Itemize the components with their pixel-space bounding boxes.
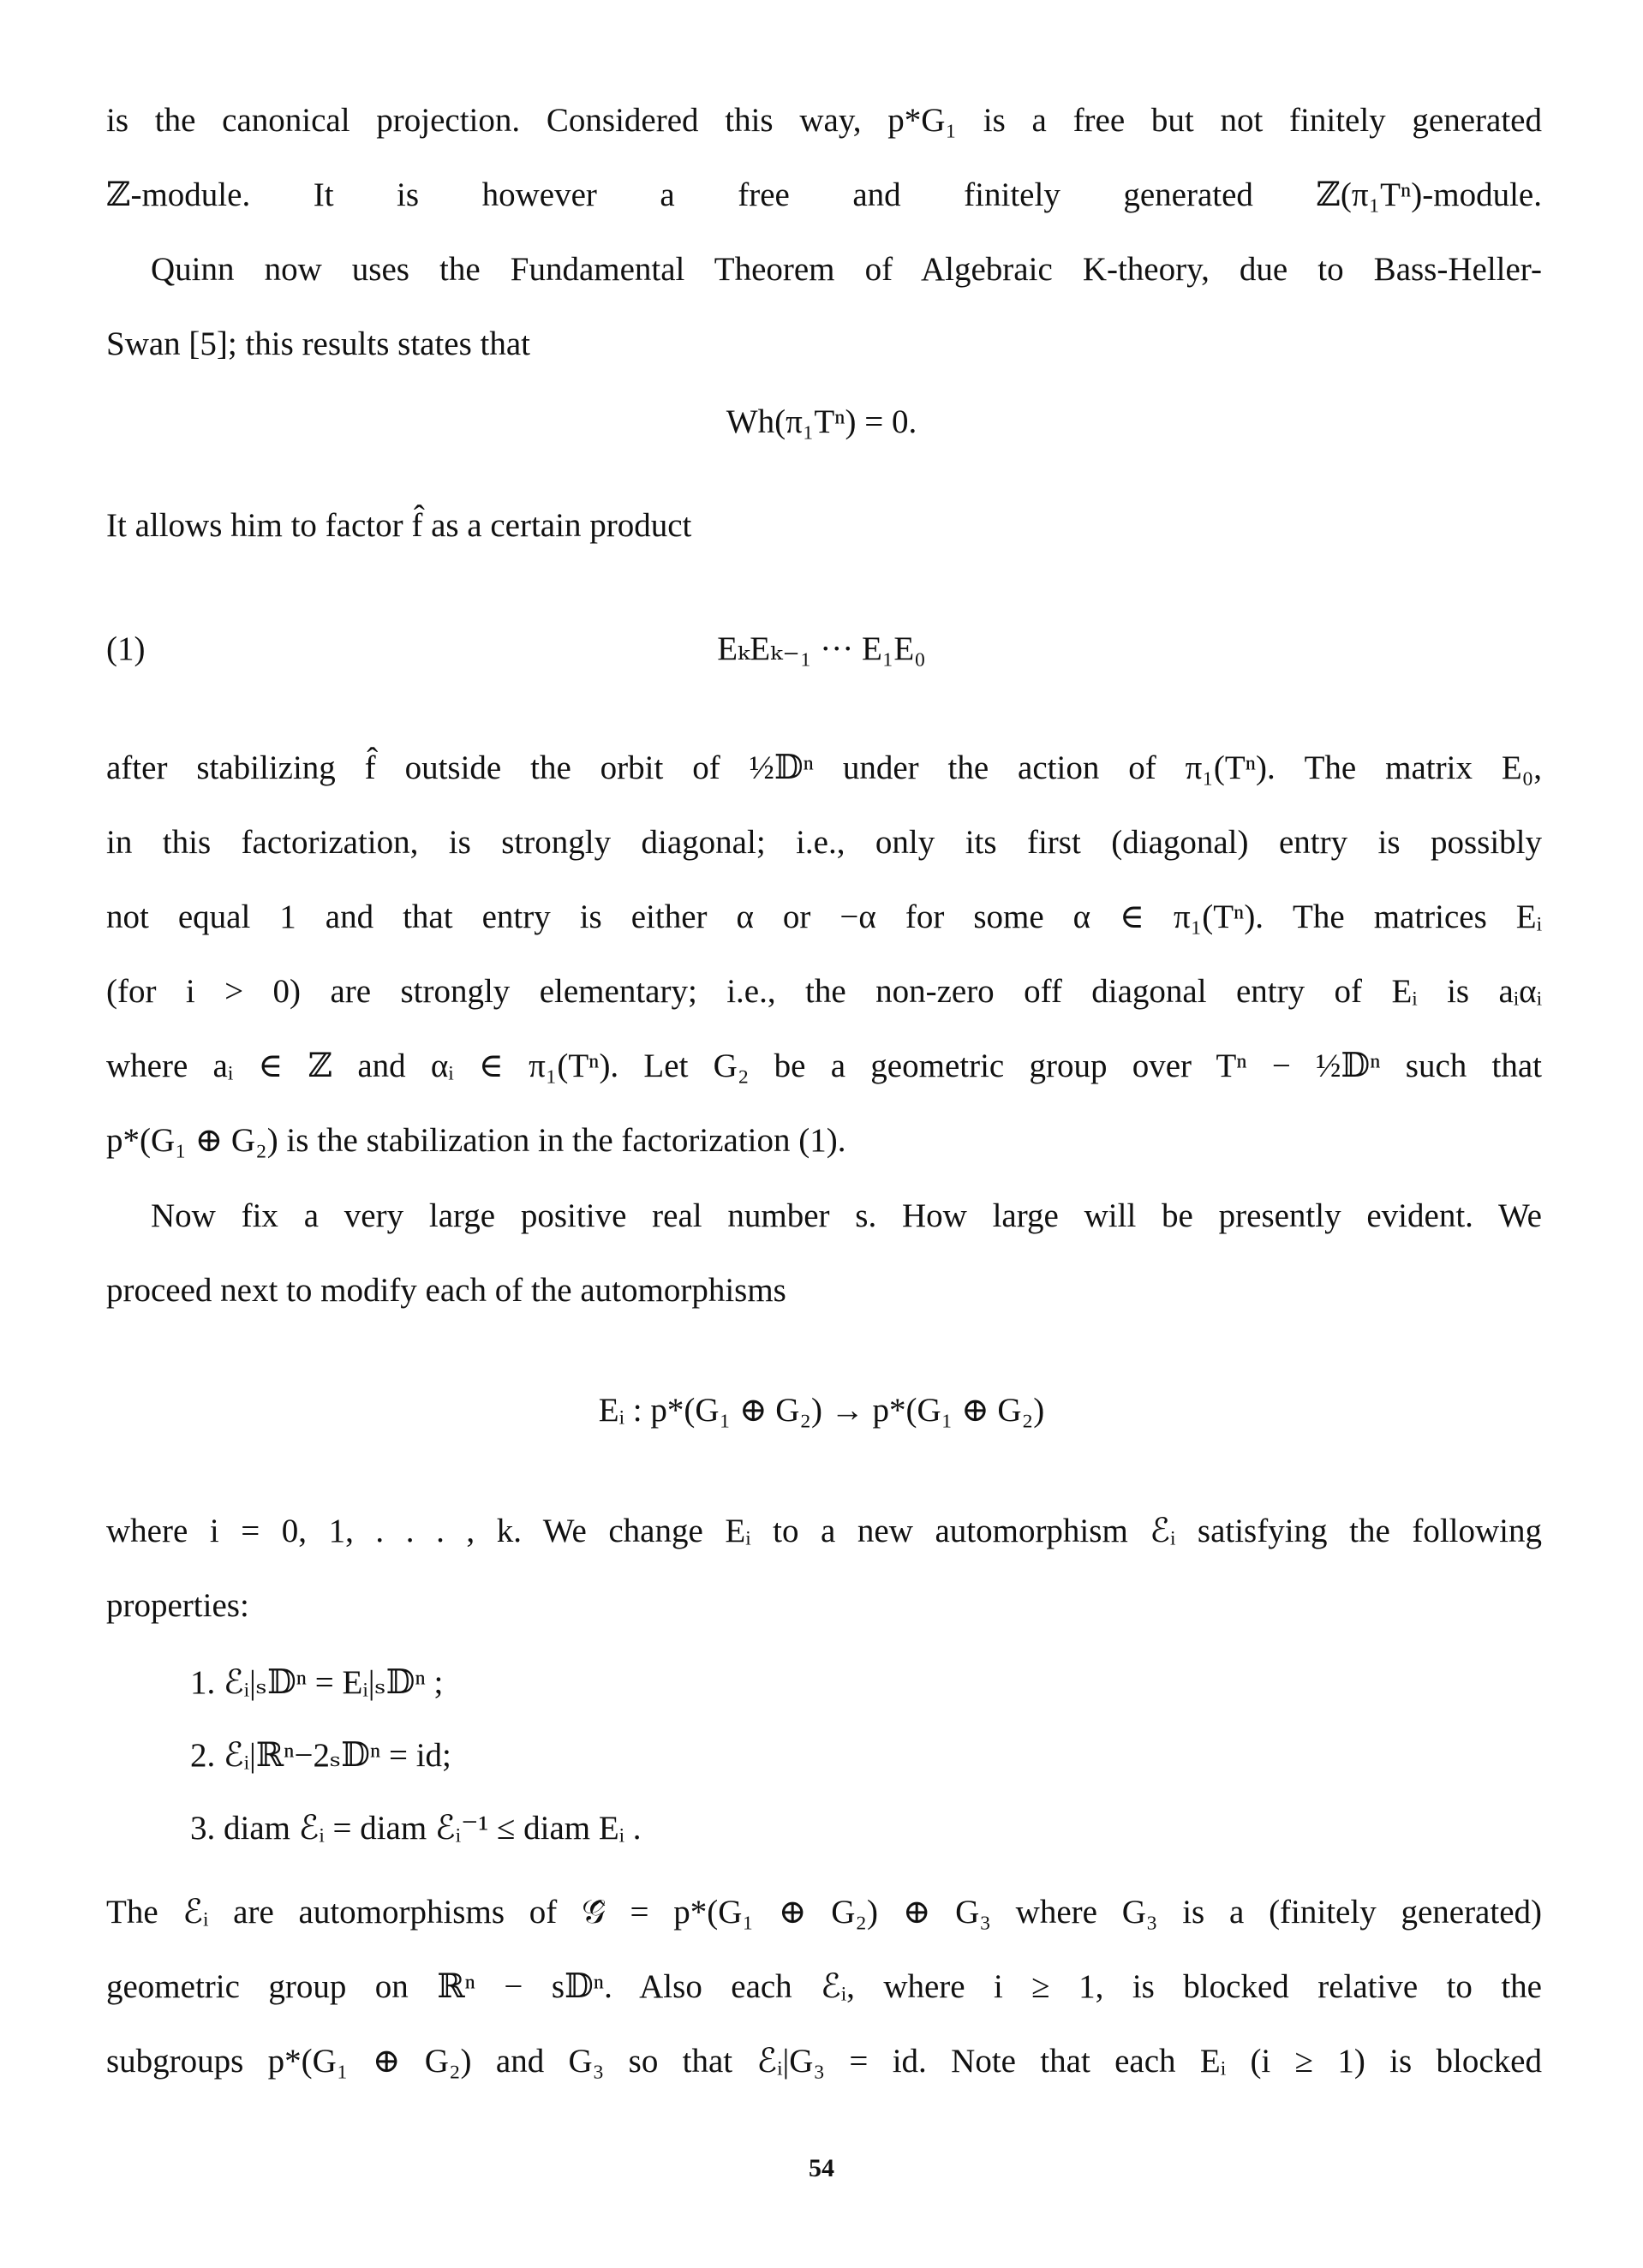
text-line: not equal 1 and that entry is either α or −α for some α ∈ π₁(Tⁿ). The matrices Eᵢ (106, 898, 1542, 935)
list-item: 3. diam ℰᵢ = diam ℰᵢ⁻¹ ≤ diam Eᵢ . (190, 1810, 642, 1847)
text-line: after stabilizing f̂ outside the orbit of ½𝔻ⁿ under the action of π₁(Tⁿ). The matrix E₀, (106, 749, 1542, 786)
display-equation: EₖEₖ₋₁ ··· E₁E₀ (717, 630, 926, 667)
text-line: where i = 0, 1, . . . , k. We change Eᵢ to a new automorphism ℰᵢ satisfying the following (106, 1513, 1542, 1549)
text-line: proceed next to modify each of the automorphisms (106, 1272, 786, 1309)
text-line: geometric group on ℝⁿ − s𝔻ⁿ. Also each ℰᵢ, where i ≥ 1, is blocked relative to the (106, 1968, 1542, 2005)
list-item: 1. ℰᵢ|ₛ𝔻ⁿ = Eᵢ|ₛ𝔻ⁿ ; (190, 1664, 444, 1701)
text-line: p*(G₁ ⊕ G₂) is the stabilization in the factorization (1). (106, 1122, 846, 1159)
text-line: The ℰᵢ are automorphisms of 𝒢̂ = p*(G₁ ⊕ G₂) ⊕ G₃ where G₃ is a (finitely generated) (106, 1894, 1542, 1931)
display-equation: Eᵢ : p*(G₁ ⊕ G₂) → p*(G₁ ⊕ G₂) (598, 1392, 1045, 1429)
text-line: Swan [5]; this results states that (106, 325, 531, 362)
page-number: 54 (809, 2154, 834, 2182)
text-line: Quinn now uses the Fundamental Theorem of Algebraic K-theory, due to Bass-Heller- (151, 251, 1542, 288)
text-line: It allows him to factor f̂ as a certain product (106, 507, 692, 544)
text-line: Now fix a very large positive real number s. How large will be presently evident. We (151, 1197, 1542, 1234)
list-item: 2. ℰᵢ|ℝⁿ−2ₛ𝔻ⁿ = id; (190, 1737, 451, 1774)
equation-label: (1) (106, 630, 146, 667)
text-line: where aᵢ ∈ ℤ and αᵢ ∈ π₁(Tⁿ). Let G₂ be a geometric group over Tⁿ − ½𝔻ⁿ such that (106, 1047, 1542, 1084)
display-equation: Wh(π₁Tⁿ) = 0. (726, 403, 917, 440)
text-line: ℤ-module. It is however a free and finitely generated ℤ(π₁Tⁿ)-module. (106, 176, 1542, 213)
text-line: (for i > 0) are strongly elementary; i.e., the non-zero off diagonal entry of Eᵢ is aᵢαᵢ (106, 973, 1542, 1010)
text-line: in this factorization, is strongly diagonal; i.e., only its first (diagonal) entry is possibly (106, 824, 1542, 861)
text-line: properties: (106, 1587, 249, 1624)
text-line: is the canonical projection. Considered this way, p*G₁ is a free but not finitely generated (106, 102, 1542, 139)
text-line: subgroups p*(G₁ ⊕ G₂) and G₃ so that ℰᵢ|G₃ = id. Note that each Eᵢ (i ≥ 1) is blocked (106, 2043, 1542, 2080)
